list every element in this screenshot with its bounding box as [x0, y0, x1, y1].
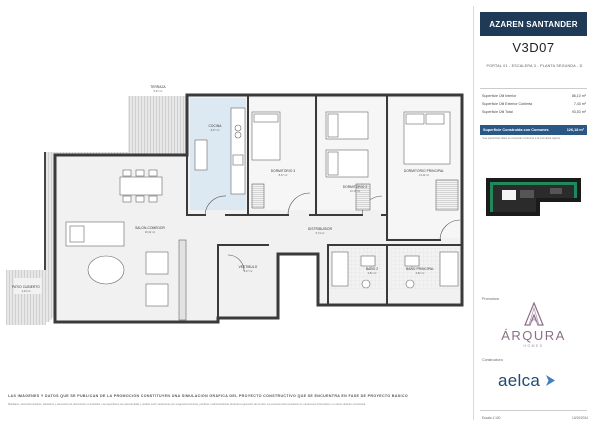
room-label-bano-principal: BAÑO PRINCIPAL	[406, 267, 434, 271]
surface-row	[482, 102, 586, 106]
room-label-dormitorio2: DORMITORIO 2	[342, 185, 368, 189]
room-label-dormitorio3: DORMITORIO 3	[270, 169, 296, 173]
room-label-cocina: COCINA	[208, 124, 222, 128]
covered-patio	[6, 270, 46, 325]
separator	[480, 410, 587, 411]
arqura-subbrand: HOMES	[523, 344, 544, 348]
disclaimer-text: LAS IMÁGENES Y DATOS QUE SE PUBLICAN DE LA PROMOCIÓN CONSTITUYEN UNA SIMULACIÓN GRÁFICA DEL PROYECTO CONSTRUCTIVO QUE SE ENCUENTRA EN FASE DE PROYECTO BÁSICO	[8, 394, 408, 398]
room-label-salon: SALON-COMEDOR	[135, 226, 165, 230]
room-area-bano2: 3,81 m²	[367, 272, 377, 275]
built-surface-value: 126,18 m²	[566, 128, 584, 132]
surface-note: *Las superficies útiles se computan conforme a la normativa vigente	[482, 137, 561, 140]
surface-value: 86,10 m²	[571, 94, 586, 98]
room-area-terraza: 5,37 m²	[153, 90, 163, 93]
scale-text: Escala 1:100	[482, 416, 501, 420]
room-area-patio: 4,23 m²	[21, 290, 31, 293]
promotora-label: Promotora	[482, 297, 499, 301]
room-area-dormitorio-principal: 13,42 m²	[418, 174, 430, 177]
aelca-arrow-icon	[546, 375, 555, 386]
room-label-dormitorio-principal: DORMITORIO PRINCIPAL	[403, 169, 445, 173]
promotion-header	[480, 12, 587, 36]
promotion-title: AZAREN SANTANDER	[489, 19, 578, 29]
constructora-label: Constructora	[482, 358, 503, 362]
surface-label: Superficie Útil Exterior Cubierta	[482, 102, 533, 106]
aelca-brand: aelca	[498, 371, 541, 390]
date-text: 10/10/2024	[572, 416, 588, 420]
panel-footer	[482, 416, 588, 420]
room-area-bano-principal: 3,82 m²	[415, 272, 425, 275]
room-area-distribuidor: 5,74 m²	[315, 232, 325, 235]
built-surface-label: Superficie Construida con Comunes	[483, 128, 549, 132]
room-area-dormitorio2: 10,13 m²	[349, 190, 361, 193]
room-label-patio: PATIO CUBIERTO	[12, 285, 40, 289]
portal-info: PORTAL 01 - ESCALERA 3 - PLANTA SEGUNDA - D	[486, 64, 583, 68]
surface-label: Superficie Útil Interior	[482, 94, 517, 98]
built-surface-bar	[480, 125, 587, 135]
arqura-brand: ÁRQURA	[501, 328, 566, 343]
surface-label: Superficie Útil Total	[482, 110, 513, 114]
room-area-cocina: 8,07 m²	[210, 129, 220, 132]
unit-code: V3D07	[512, 40, 555, 55]
room-label-vestibulo: VESTIBULO	[238, 265, 258, 269]
room-area-vestibulo: 3,47 m²	[243, 270, 253, 273]
surface-value: 93,53 m²	[571, 110, 586, 114]
room-label-terraza: TERRAZA	[150, 85, 166, 89]
room-area-dormitorio3: 8,47 m²	[278, 174, 288, 177]
info-panel	[473, 6, 592, 420]
room-area-salon: 26,42 m²	[144, 231, 156, 234]
legal-small-print: Mobiliario, electrodomésticos, sanitarios y elementos de decoración no incluidos. Las superficies son aproximadas y podrán sufrir variaciones por exigencias técnicas, jurídicas o administrativas durante la ejecución de la obra. La presente documentación es meramente informativa y no tiene carácter contractual.	[8, 403, 366, 406]
surface-value: 7,43 m²	[573, 102, 586, 106]
separator	[480, 88, 587, 89]
room-label-bano2: BAÑO 2	[365, 267, 379, 271]
surface-row	[482, 110, 586, 114]
surface-row	[482, 94, 586, 98]
arqura-logo-icon	[524, 302, 544, 326]
room-label-distribuidor: DISTRIBUIDOR	[307, 227, 333, 231]
key-map	[480, 172, 587, 222]
